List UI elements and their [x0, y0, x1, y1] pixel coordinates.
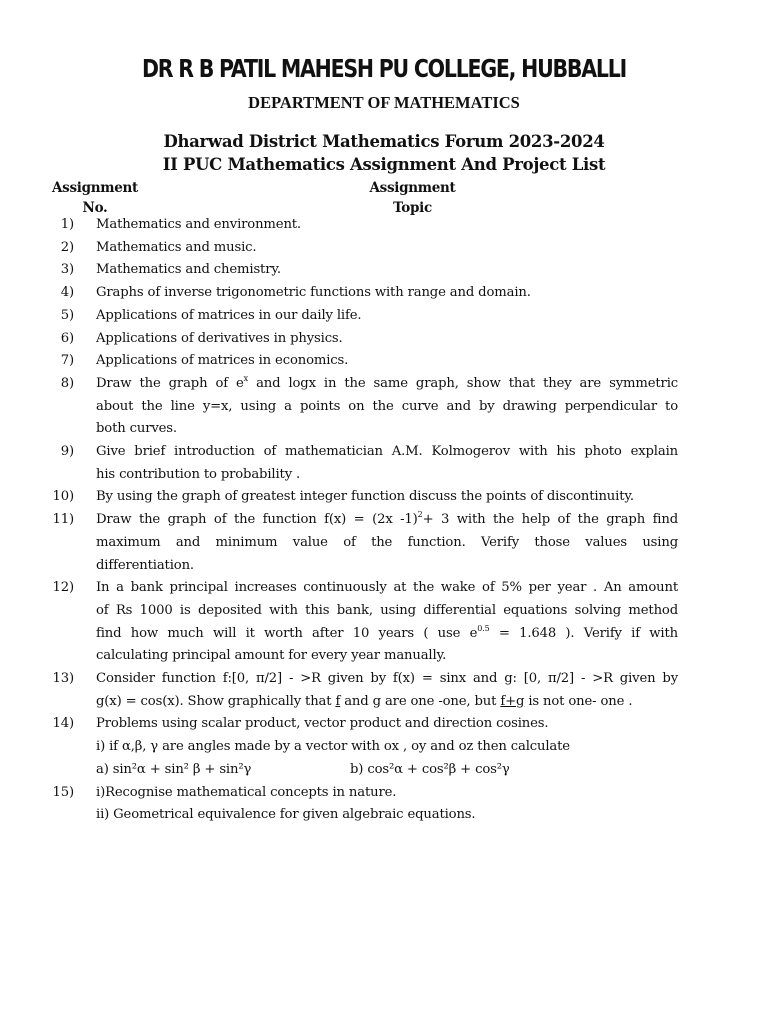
forum-title: Dharwad District Mathematics Forum 2023-2024	[163, 132, 605, 151]
list-item: 3) Mathematics and chemistry.	[60, 262, 281, 278]
list-item: 2) Mathematics and music.	[60, 239, 257, 255]
list-item: 5) Applications of matrices in our daily life.	[60, 307, 362, 323]
list-item: 15) i)Recognise mathematical concepts in nature. ii) Geometrical equivalence for given algebraic equations.	[52, 784, 476, 823]
list-item: 13) Consider function f:[0, π/2] - >R given by f(x) = sinx and g: [0, π/2] - >R given by g(x) = cos(x). Show graphically that f and g are one -one, but f+g is not one- one .	[52, 671, 678, 709]
list-item: 11) Draw the graph of the function f(x) = (2x -1)$^2$+ 3 with the help of the graph find maximum and minimum value of the function. Verify those values using differentiation.	[52, 510, 678, 573]
college-name: DR R B PATIL MAHESH PU COLLEGE, HUBBALLI	[142, 54, 626, 83]
list-item: 8) Draw the graph of $e^x$ and logx in the same graph, show that they are symmetric about the line y=x, using a points on the curve and by drawing perpendicular to both curves.	[60, 373, 678, 437]
list-item: 14) Problems using scalar product, vector product and direction cosines. i) if α,β, γ are angles made by a vector with ox , oy and oz then calculate a) sin²α + sin² β + sin²γ b) cos²α + cos²β + cos²γ	[52, 716, 570, 777]
column-header-number: Assignment No.	[52, 180, 138, 216]
list-item: 9) Give brief introduction of mathematician A.M. Kolmogerov with his photo explain his contribution to probability .	[60, 444, 678, 482]
list-item: 4) Graphs of inverse trigonometric functions with range and domain.	[60, 285, 531, 301]
list-item: 10) By using the graph of greatest integer function discuss the points of discontinuity.	[52, 489, 634, 505]
list-title: II PUC Mathematics Assignment And Project List	[162, 155, 606, 174]
column-header-topic: Assignment Topic	[369, 180, 456, 216]
list-item: 7) Applications of matrices in economics.	[60, 353, 349, 369]
list-item: 6) Applications of derivatives in physics.	[60, 330, 343, 346]
department-title: DEPARTMENT OF MATHEMATICS	[248, 93, 520, 112]
list-item: 12) In a bank principal increases continuously at the wake of 5% per year . An amount of Rs 1000 is deposited with this bank, using differential equations solving method find how much will it worth after 10 years ( use $e^{0.5} = 1.648$ ). Verify if with calculating principal amount for every year manually.	[52, 580, 678, 664]
list-item: 1) Mathematics and environment.	[60, 217, 301, 232]
assignment-list	[0, 214, 768, 827]
